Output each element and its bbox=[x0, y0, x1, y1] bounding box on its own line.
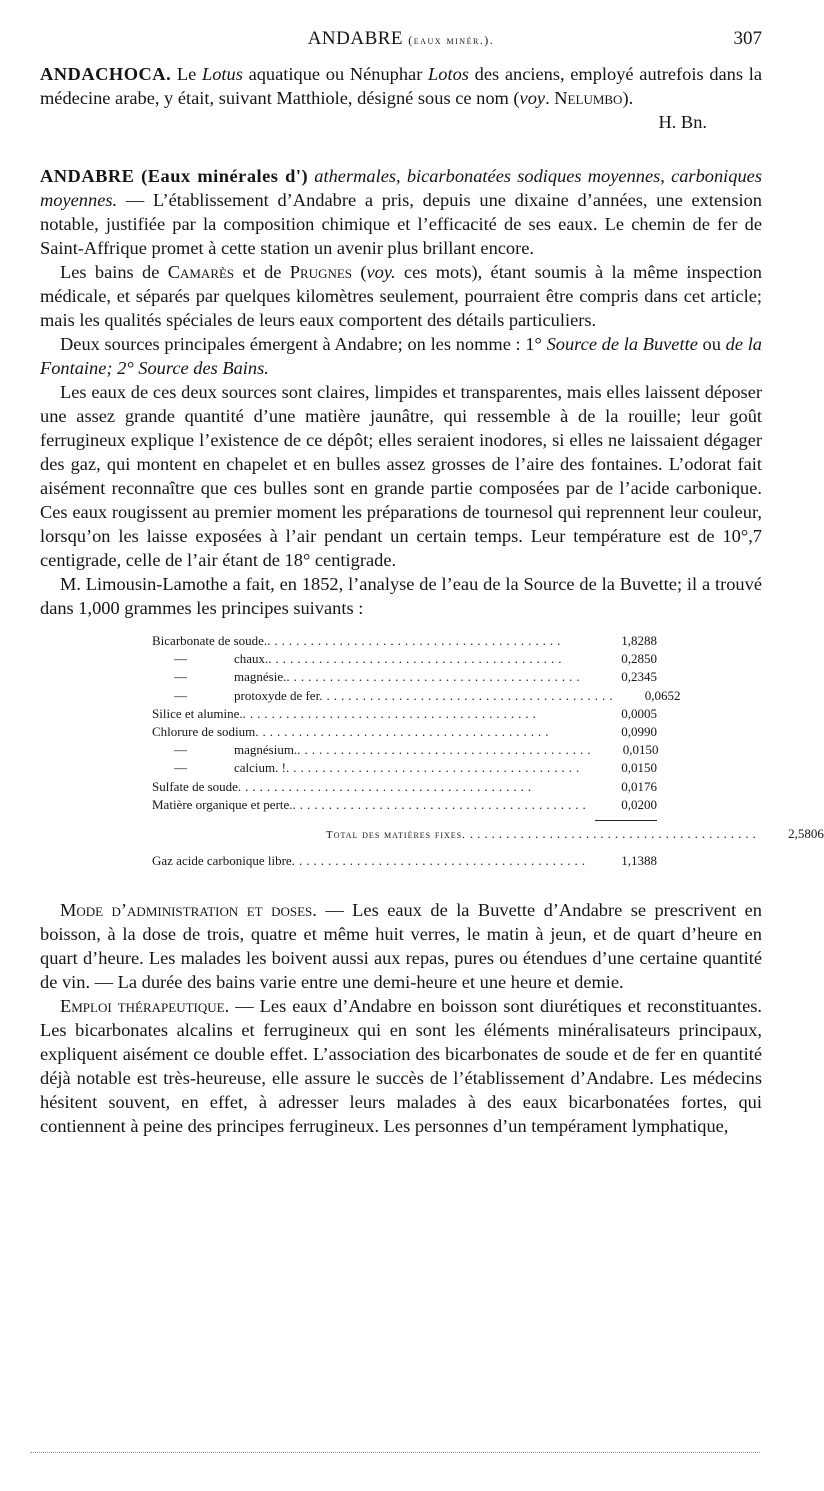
cross-reference: Camarès bbox=[167, 262, 235, 282]
row-value: 0,0150 bbox=[622, 742, 659, 758]
text-run: et de bbox=[234, 262, 290, 282]
table-row bbox=[152, 687, 681, 705]
spacer bbox=[40, 870, 762, 898]
table-row bbox=[152, 796, 657, 814]
total-value: 2,5806 bbox=[788, 826, 824, 842]
paragraph-eaux: Les eaux de ces deux sources sont claires, limpides et transparentes, mais elles laissent déposer une assez grande quantité d’une matière jaunâtre, qui ressemble à de la rouille; leur goût ferrugineux explique l’existence de ce dépôt; elles seraient inodores, si elles ne laissaient dégager des gaz, qui montent en chapelet et en bulles assez grosses de l’aire des fontaines. L’odorat fait aisément reconnaître que ces bulles sont en grande partie composées par de l’acide carbonique. Ces eaux rougissent au premier moment les préparations de tournesol qui reprennent leur couleur, lorsqu’on les laisse exposées à l’air pendant un certain temps. Leur température est de 10°,7 centigrade, celle de l’air étant de 18° centigrade. bbox=[40, 382, 762, 570]
running-title bbox=[40, 28, 762, 50]
table-row bbox=[152, 632, 657, 650]
row-value: 1,8288 bbox=[621, 633, 657, 648]
italic-run: voy bbox=[519, 88, 546, 108]
total-label: Total des matières fixes. bbox=[326, 829, 466, 842]
row-label bbox=[152, 650, 272, 668]
page-body bbox=[40, 62, 824, 1138]
row-value: 0,0150 bbox=[621, 760, 657, 776]
paragraph-bains bbox=[40, 260, 762, 332]
paragraph-analyse: M. Limousin-Lamothe a fait, en 1852, l’analyse de l’eau de la Source de la Buvette; il a trouvé dans 1,000 grammes les principes suivants : bbox=[40, 574, 762, 618]
cross-reference: Prugnes bbox=[289, 262, 353, 282]
section-head: Mode d’administration et doses. bbox=[60, 900, 317, 921]
italic-run: voy. bbox=[366, 262, 396, 282]
table-row bbox=[152, 668, 657, 686]
text-run: Les bains de bbox=[60, 262, 168, 282]
table-row bbox=[152, 778, 657, 796]
paragraph-sources bbox=[40, 332, 762, 380]
leader-dots: ........................................ bbox=[262, 724, 553, 740]
row-label: Bicarbonate de soude.. bbox=[152, 633, 271, 648]
table-row bbox=[152, 650, 657, 668]
row-label bbox=[152, 741, 300, 759]
analysis-table bbox=[152, 632, 824, 870]
gas-label: Gaz acide carbonique libre. bbox=[152, 853, 295, 869]
row-label-text: magnésium.. bbox=[234, 742, 301, 758]
footer-rule bbox=[30, 1452, 760, 1453]
total-rule bbox=[595, 820, 657, 821]
row-value: 0,2850 bbox=[621, 651, 657, 667]
row-value: 0,0652 bbox=[644, 687, 681, 703]
ditto-dash: — bbox=[174, 742, 187, 758]
ditto-dash: — bbox=[174, 687, 187, 703]
text-run: — Les eaux de la Buvette d’Andabre se prescrivent en boisson, à la dose de trois, quatre et même huit verres, le matin à jeun, et de quart d’heure en quart d’heure. Les malades les boivent aussi aux repas, pures ou étendues d’une certaine quantité de vin. — La durée des bains varie entre une demi-heure et une heure et demie. bbox=[40, 900, 763, 993]
text-run: ( bbox=[352, 262, 367, 282]
italic-run: Source de la Buvette bbox=[546, 334, 698, 354]
italic-run: de la Fontaine; 2° Source des Bains. bbox=[40, 334, 762, 378]
table-row bbox=[152, 705, 657, 723]
row-label: Matière organique et perte.. bbox=[152, 796, 296, 812]
paragraph-mode bbox=[40, 898, 762, 994]
ditto-dash: — bbox=[174, 669, 187, 685]
ditto-dash: — bbox=[174, 760, 187, 776]
row-label: Sulfate de soude. bbox=[152, 778, 242, 794]
text-run: Le bbox=[171, 64, 202, 84]
row-value: 0,0005 bbox=[621, 705, 657, 721]
text-run: des anciens, employé autrefois dans la médecine arabe, y était, suivant Matthiole, désigné sous ce nom ( bbox=[40, 64, 762, 108]
section-head: Emploi thérapeutique. bbox=[60, 996, 230, 1017]
running-title-main: ANDABRE bbox=[307, 28, 404, 49]
entry-andabre bbox=[40, 164, 762, 260]
text-run: ces mots), étant soumis à la même inspection médicale, et séparés par quelques kilomètres seulement, pourraient être compris dans cet article; mais les qualités spéciales de leurs eaux comportent des détails particuliers. bbox=[40, 262, 762, 330]
table-row bbox=[152, 741, 657, 759]
leader-dots: ........................................ bbox=[245, 778, 536, 794]
gas-row bbox=[152, 852, 657, 870]
leader-dots: ........................................ bbox=[275, 651, 566, 667]
row-label-text: calcium. !. bbox=[234, 760, 290, 776]
row-label-text: magnésie.. bbox=[234, 669, 290, 685]
ditto-dash: — bbox=[174, 651, 187, 667]
row-label: Chlorure de sodium. bbox=[152, 724, 259, 740]
row-value: 0,0990 bbox=[621, 724, 657, 740]
text-run: . bbox=[545, 88, 555, 108]
row-label bbox=[152, 759, 289, 777]
row-label bbox=[152, 668, 290, 686]
leader-dots: ........................................ bbox=[293, 760, 584, 776]
text-run: aquatique ou Nénuphar bbox=[242, 64, 429, 84]
total-row bbox=[152, 825, 824, 844]
text-run: Deux sources principales émergent à Andabre; on les nomme : 1° bbox=[60, 334, 547, 354]
row-label-text: protoxyde de fer. bbox=[234, 687, 323, 703]
leader-dots: ........................................ bbox=[274, 633, 565, 648]
row-label bbox=[152, 687, 322, 705]
row-label-text: chaux.. bbox=[234, 651, 272, 667]
leader-dots: ........................................ bbox=[469, 826, 760, 842]
leader-dots: ........................................ bbox=[304, 742, 595, 758]
row-label: Silice et alumine.. bbox=[152, 705, 246, 721]
leader-dots: ........................................ bbox=[299, 796, 590, 812]
entry-headword: ANDABRE (Eaux minérales d') bbox=[40, 166, 309, 186]
running-title-sub: (eaux minér.). bbox=[408, 33, 495, 47]
leader-dots: ........................................ bbox=[249, 705, 540, 721]
page-header bbox=[40, 28, 762, 54]
leader-dots: ........................................ bbox=[298, 853, 589, 869]
italic-run: athermales, bicarbonatées sodiques moyennes, carboniques moyennes. bbox=[40, 166, 762, 210]
leader-dots: ........................................ bbox=[326, 687, 617, 703]
text-run: ou bbox=[697, 334, 726, 354]
entry-andachoca bbox=[40, 62, 762, 110]
row-value: 0,0200 bbox=[621, 796, 657, 812]
text-run: — Les eaux d’Andabre en boisson sont diurétiques et reconstituantes. Les bicarbonates alcalins et ferrugineux qui en sont les éléments minéralisateurs principaux, expliquent aisément ce double effet. L’association des bicarbonates de soude et de fer en quantité déjà notable est très-heureuse, elle assure le succès de l’établissement d’Andabre. Les médecins hésitent souvent, en effet, à adresser leurs malades à des eaux bicarbonatées fortes, qui contiennent à peine des principes ferrugineux. Les personnes d’un tempérament lymphatique, bbox=[40, 996, 762, 1137]
row-value: 0,2345 bbox=[621, 669, 657, 685]
text-run: — L’établissement d’Andabre a pris, depuis une dixaine d’années, une extension notable, justifiée par la composition chimique et l’efficacité de ses eaux. Le chemin de fer de Saint-Affrique promet à cette station un avenir plus brillant encore. bbox=[40, 190, 762, 258]
table-row bbox=[152, 759, 657, 777]
author-signature: H. Bn. bbox=[658, 112, 707, 132]
leader-dots: ........................................ bbox=[293, 669, 584, 685]
entry-headword: ANDACHOCA. bbox=[40, 64, 172, 84]
paragraph-emploi bbox=[40, 994, 762, 1138]
table-row bbox=[152, 723, 657, 741]
cross-reference: Nelumbo bbox=[554, 88, 623, 108]
text-run: ). bbox=[622, 88, 634, 108]
gas-value: 1,1388 bbox=[621, 853, 657, 869]
spacer bbox=[40, 134, 762, 164]
italic-run: Lotus bbox=[201, 64, 243, 84]
row-value: 0,0176 bbox=[621, 778, 657, 794]
italic-run: Lotos bbox=[428, 64, 469, 84]
page-number: 307 bbox=[733, 28, 762, 49]
